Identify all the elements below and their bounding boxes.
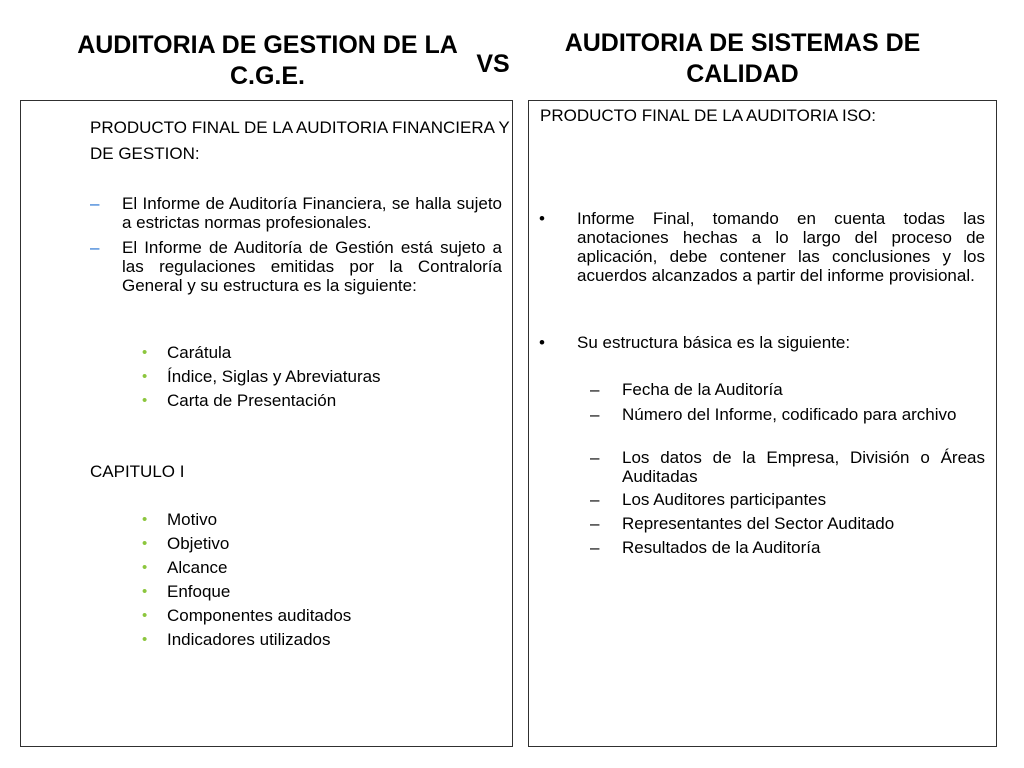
right-sub-item-text: Los datos de la Empresa, División o Áreas Auditadas bbox=[622, 448, 985, 486]
right-bullet-text: Su estructura básica es la siguiente: bbox=[577, 333, 851, 352]
left-dash-item bbox=[90, 194, 502, 232]
dash-bullet-icon: – bbox=[590, 405, 600, 424]
green-bullet-icon: • bbox=[142, 583, 148, 600]
right-bullet-item bbox=[539, 209, 985, 285]
list-item bbox=[142, 606, 352, 625]
list-item bbox=[142, 534, 230, 553]
dash-bullet-icon: – bbox=[590, 490, 600, 509]
dash-bullet-icon: – bbox=[590, 448, 600, 467]
bullet-icon: • bbox=[539, 333, 545, 352]
right-sub-item-text: Fecha de la Auditoría bbox=[622, 380, 783, 399]
list-item-text: Motivo bbox=[167, 510, 218, 529]
right-sub-item-text: Representantes del Sector Auditado bbox=[622, 514, 895, 533]
dash-bullet-icon: – bbox=[590, 380, 600, 399]
green-bullet-icon: • bbox=[142, 344, 148, 361]
left-dash-item-text: El Informe de Auditoría Financiera, se halla sujeto a estrictas normas profesionales. bbox=[122, 194, 502, 232]
green-bullet-icon: • bbox=[142, 607, 148, 624]
list-item bbox=[142, 510, 218, 529]
dash-bullet-icon: – bbox=[590, 514, 600, 533]
right-sub-item bbox=[590, 405, 985, 424]
green-bullet-icon: • bbox=[142, 631, 148, 648]
list-item bbox=[142, 367, 381, 386]
list-item bbox=[142, 630, 331, 649]
list-item bbox=[142, 391, 337, 410]
green-bullet-icon: • bbox=[142, 511, 148, 528]
list-item bbox=[142, 582, 231, 601]
right-sub-item bbox=[590, 538, 985, 557]
right-sub-item bbox=[590, 380, 985, 399]
green-bullet-icon: • bbox=[142, 559, 148, 576]
list-item bbox=[142, 343, 232, 362]
green-bullet-icon: • bbox=[142, 368, 148, 385]
right-sub-item bbox=[590, 514, 985, 533]
bullet-icon: • bbox=[539, 209, 545, 228]
right-sub-item-text: Resultados de la Auditoría bbox=[622, 538, 821, 557]
left-dash-item-text: El Informe de Auditoría de Gestión está sujeto a las regulaciones emitidas por la Contraloría General y su estructura es la siguiente: bbox=[122, 238, 502, 295]
right-panel-heading bbox=[540, 106, 980, 125]
list-item-text: Alcance bbox=[167, 558, 228, 577]
right-sub-item-text: Número del Informe, codificado para archivo bbox=[622, 405, 957, 424]
dash-bullet-icon: – bbox=[590, 538, 600, 557]
dash-bullet-icon: – bbox=[90, 238, 100, 257]
list-item-text: Componentes auditados bbox=[167, 606, 352, 625]
list-item-text: Carátula bbox=[167, 343, 232, 362]
right-sub-item-text: Los Auditores participantes bbox=[622, 490, 827, 509]
left-title: AUDITORIA DE GESTION DE LA C.G.E. bbox=[77, 31, 458, 90]
list-item-text: Carta de Presentación bbox=[167, 391, 337, 410]
right-bullet-text: Informe Final, tomando en cuenta todas las anotaciones hechas a lo largo del proceso de aplicación, debe contener las conclusiones y los acuerdos alcanzados a partir del informe provisional. bbox=[577, 209, 985, 285]
list-item-text: Indicadores utilizados bbox=[167, 630, 331, 649]
green-bullet-icon: • bbox=[142, 392, 148, 409]
right-sub-item bbox=[590, 448, 985, 486]
right-title: AUDITORIA DE SISTEMAS DE CALIDAD bbox=[564, 29, 921, 88]
dash-bullet-icon: – bbox=[90, 194, 100, 213]
list-item bbox=[142, 558, 228, 577]
left-panel-heading: PRODUCTO FINAL DE LA AUDITORIA FINANCIERA Y DE GESTION: bbox=[90, 118, 510, 163]
list-item-text: Índice, Siglas y Abreviaturas bbox=[167, 367, 381, 386]
list-item-text: Objetivo bbox=[167, 534, 230, 553]
list-item-text: Enfoque bbox=[167, 582, 231, 601]
green-bullet-icon: • bbox=[142, 535, 148, 552]
left-dash-item bbox=[90, 238, 502, 295]
right-panel-heading-text: PRODUCTO FINAL DE LA AUDITORIA ISO: bbox=[540, 106, 876, 125]
chapter-heading: CAPITULO I bbox=[90, 462, 185, 481]
right-sub-item bbox=[590, 490, 985, 509]
vs-label: VS bbox=[476, 50, 510, 78]
right-bullet-item bbox=[539, 333, 985, 352]
